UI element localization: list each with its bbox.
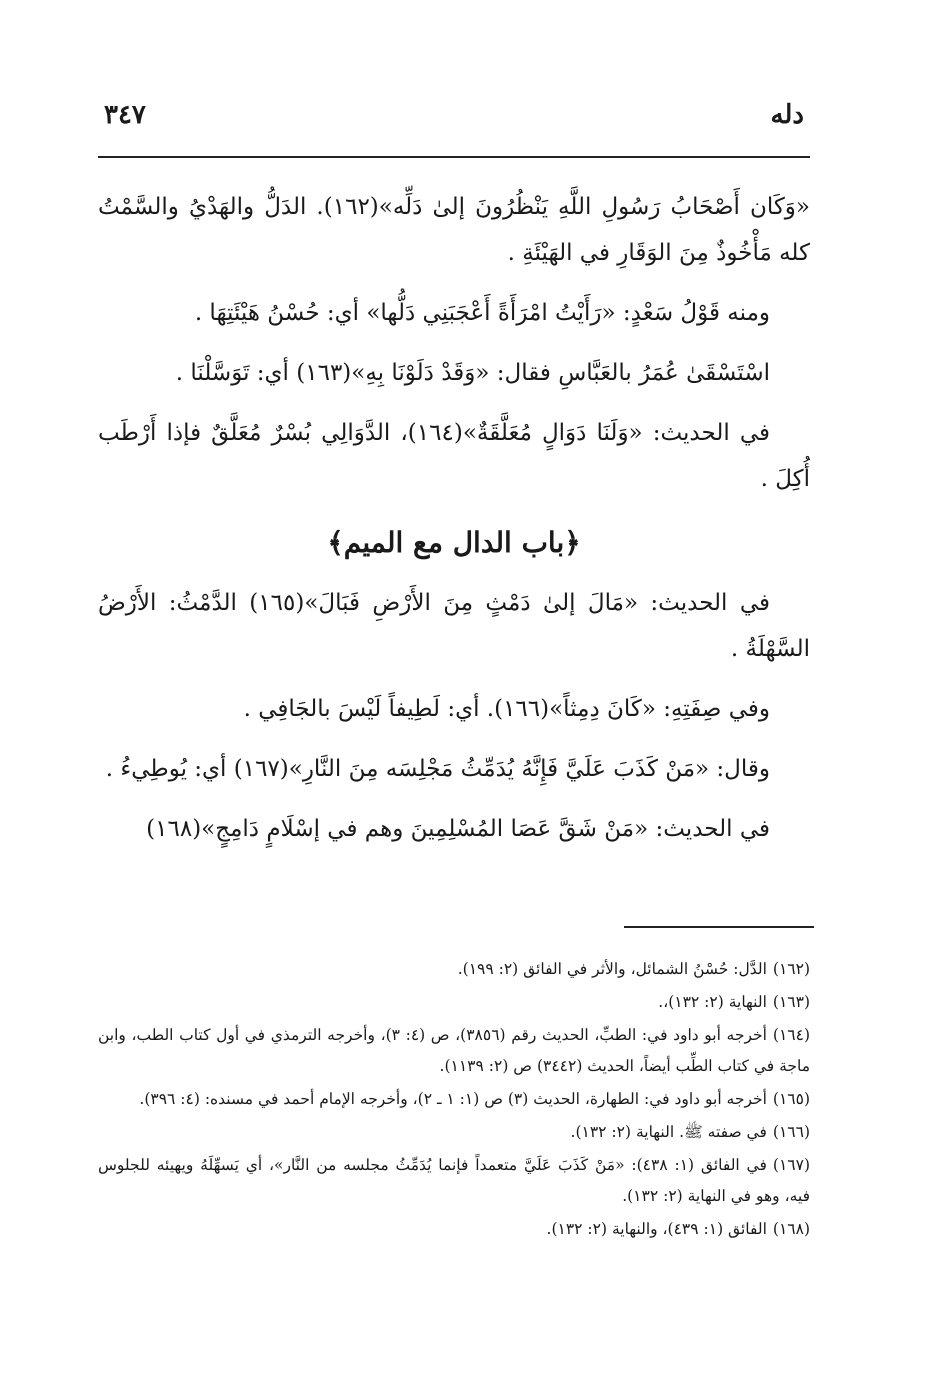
footnote bbox=[98, 1020, 810, 1082]
footnote-number: (١٦٢) bbox=[772, 960, 810, 978]
footnote bbox=[98, 1214, 810, 1245]
footnote bbox=[98, 1150, 810, 1212]
body-text bbox=[98, 184, 810, 866]
page-header bbox=[100, 100, 808, 140]
paragraph: وفي صِفَتِهِ: «كَانَ دِمِثاً»(١٦٦). أي: لَطِيفاً لَيْسَ بالجَافِي . bbox=[243, 696, 770, 722]
paragraph: اسْتَسْقَىٰ عُمَرُ بالعَبَّاسِ فقال: «وَقَدْ دَلَوْنَا بِهِ»(١٦٣) أي: تَوَسَّلْنَا . bbox=[175, 360, 770, 386]
paragraph: «وَكَان أَصْحَابُ رَسُولِ اللَّهِ يَنْظُرُونَ إلىٰ دَلِّه»(١٦٢). الدَلُّ والهَدْيُ والسَّمْتُ كله مَأْخُوذٌ مِنَ الوَقَارِ في الهَيْئَةِ . bbox=[98, 194, 810, 266]
footnotes bbox=[98, 954, 810, 1247]
footnote-number: (١٦٣) bbox=[772, 993, 810, 1011]
footnote-rule bbox=[624, 926, 814, 928]
footnote-text: الدَّل: حُسْنُ الشمائل، والأثر في الفائق (٢: ١٩٩). bbox=[457, 960, 767, 978]
paragraph: في الحديث: «وَلَنَا دَوَالٍ مُعَلَّقَةٌ»(١٦٤)، الدَّوَالِي بُسْرٌ مُعَلَّقٌ فإذا أَرْطَب أُكِلَ . bbox=[98, 420, 810, 492]
section-heading: ﴿باب الدال مع الميم﴾ bbox=[327, 526, 581, 559]
footnote-text: أخرجه أبو داود في: الطبِّ، الحديث رقم (٣٨٥٦)، ص (٤: ٣)، وأخرجه الترمذي في أول كتاب الطب، وابن ماجة في كتاب الطِّب أيضاً، الحديث (٣٤٤٢) ص (٢: ١١٣٩). bbox=[98, 1026, 810, 1075]
running-head: دله bbox=[770, 100, 804, 130]
footnote bbox=[98, 1117, 810, 1148]
footnote-text: في الفائق (١: ٤٣٨): «مَنْ كَذَبَ عَلَيَّ متعمداً فإنما يُدَمِّثُ مجلسه من النَّار»، أي يَسهِّلَهُ ويهيئه للجلوس فيه، وهو في النهاية (٢: ١٣٢). bbox=[98, 1156, 810, 1205]
footnote-text: الفائق (١: ٤٣٩)، والنهاية (٢: ١٣٢). bbox=[546, 1220, 767, 1238]
footnote-number: (١٦٧) bbox=[772, 1156, 810, 1174]
footnote bbox=[98, 1084, 810, 1115]
footnote-number: (١٦٨) bbox=[772, 1220, 810, 1238]
paragraph: ومنه قَوْلُ سَعْدٍ: «رَأَيْتُ امْرَأَةً أَعْجَبَنِي دَلُّها» أي: حُسْنُ هَيْئَتِهَا . bbox=[194, 300, 770, 326]
page-number: ٣٤٧ bbox=[104, 100, 146, 130]
paragraph: في الحديث: «مَنْ شَقَّ عَصَا المُسْلِمِينَ وهم في إسْلَامٍ دَامِجٍ»(١٦٨) bbox=[146, 816, 770, 842]
paragraph: في الحديث: «مَالَ إلىٰ دَمْثٍ مِنَ الأَرْضِ فَبَالَ»(١٦٥) الدَّمْثُ: الأَرْضُ السَّهْلَةُ . bbox=[98, 590, 810, 662]
footnote-number: (١٦٦) bbox=[772, 1123, 810, 1141]
paragraph: وقال: «مَنْ كَذَبَ عَلَيَّ فَإِنَّهُ يُدَمِّثُ مَجْلِسَه مِنَ النَّارِ»(١٦٧) أي: يُوطِيءُ . bbox=[105, 756, 770, 782]
footnote-text: النهاية (٢: ١٣٢)،. bbox=[658, 993, 767, 1011]
header-rule bbox=[98, 156, 810, 158]
footnote bbox=[98, 987, 810, 1018]
footnote-number: (١٦٥) bbox=[772, 1090, 810, 1108]
footnote-text: أخرجه أبو داود في: الطهارة، الحديث (٣) ص (١: ١ ـ ٢)، وأخرجه الإمام أحمد في مسنده: (٤: ٣٩٦). bbox=[139, 1090, 767, 1108]
footnote-number: (١٦٤) bbox=[772, 1026, 810, 1044]
footnote-text: في صفته ﷺ. النهاية (٢: ١٣٢). bbox=[570, 1123, 767, 1141]
footnote bbox=[98, 954, 810, 985]
